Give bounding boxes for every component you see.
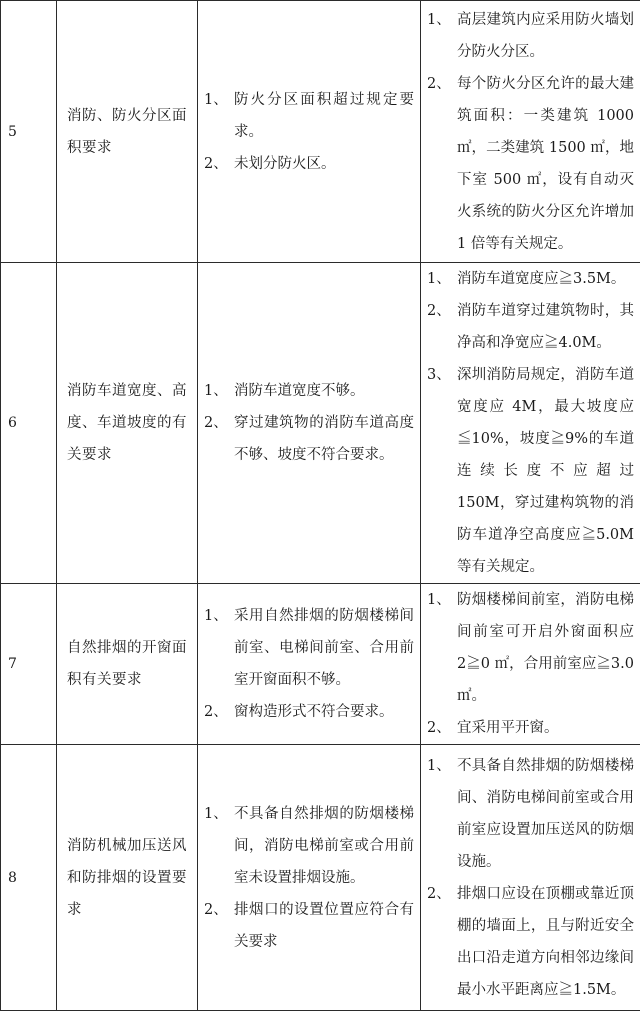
- inspection-item: 消防车道宽度、高度、车道坡度的有关要求: [57, 263, 198, 584]
- problem-item: [204, 696, 414, 728]
- row-number: 8: [1, 745, 57, 1011]
- item-text: 高层建筑内应采用防火墙划分防火分区。: [457, 4, 634, 68]
- table-row: [1, 584, 640, 745]
- table-row: [1, 263, 640, 584]
- requirement-item: [427, 584, 634, 712]
- item-number: 1、: [204, 798, 234, 894]
- item-text: 排烟口的设置位置应符合有关要求: [234, 894, 414, 958]
- item-text: 排烟口应设在顶棚或靠近顶棚的墙面上，且与附近安全出口沿走道方向相邻边缘间最小水平距离应≧1.5M。: [457, 878, 634, 1006]
- item-text: 防火分区面积超过规定要求。: [234, 84, 414, 148]
- requirement-item: [427, 359, 634, 583]
- item-number: 2、: [427, 878, 457, 1006]
- item-text: 消防车道宽度不够。: [234, 375, 414, 407]
- problem-item: [204, 407, 414, 471]
- row-number: 5: [1, 1, 57, 263]
- item-number: 2、: [204, 148, 234, 180]
- item-text: 不具备自然排烟的防烟楼梯间，消防电梯前室或合用前室未设置排烟设施。: [234, 798, 414, 894]
- item-text: 宜采用平开窗。: [457, 712, 634, 744]
- common-problems: [198, 584, 421, 745]
- requirement-item: [427, 4, 634, 68]
- item-number: 1、: [427, 4, 457, 68]
- item-number: 1、: [204, 84, 234, 148]
- code-requirements: [421, 263, 640, 584]
- code-requirements: [421, 584, 640, 745]
- problem-item: [204, 798, 414, 894]
- requirement-item: [427, 750, 634, 878]
- table-row: [1, 745, 640, 1011]
- item-text: 不具备自然排烟的防烟楼梯间、消防电梯间前室或合用前室应设置加压送风的防烟设施。: [457, 750, 634, 878]
- row-number: 6: [1, 263, 57, 584]
- item-number: 2、: [427, 295, 457, 359]
- requirement-item: [427, 263, 634, 295]
- item-number: 1、: [204, 600, 234, 696]
- requirement-item: [427, 68, 634, 260]
- item-text: 消防车道宽度应≧3.5M。: [457, 263, 634, 295]
- row-number: 7: [1, 584, 57, 745]
- item-text: 每个防火分区允许的最大建筑面积：一类建筑 1000 ㎡，二类建筑 1500 ㎡，地下室 500 ㎡，设有自动灭火系统的防火分区允许增加 1 倍等有关规定。: [457, 68, 634, 260]
- code-requirements: [421, 745, 640, 1011]
- problem-item: [204, 148, 414, 180]
- problem-item: [204, 84, 414, 148]
- problem-item: [204, 894, 414, 958]
- common-problems: [198, 745, 421, 1011]
- item-text: 深圳消防局规定，消防车道宽度应 4M，最大坡度应≦10%，坡度≧9%的车道连续长度不应超过 150M，穿过建构筑物的消防车道净空高度应≧5.0M 等有关规定。: [457, 359, 634, 583]
- item-number: 1、: [204, 375, 234, 407]
- inspection-item: 消防、防火分区面积要求: [57, 1, 198, 263]
- common-problems: [198, 1, 421, 263]
- code-requirements: [421, 1, 640, 263]
- item-number: 2、: [204, 407, 234, 471]
- requirement-item: [427, 878, 634, 1006]
- item-text: 窗构造形式不符合要求。: [234, 696, 414, 728]
- problem-item: [204, 600, 414, 696]
- item-text: 采用自然排烟的防烟楼梯间前室、电梯间前室、合用前室开窗面积不够。: [234, 600, 414, 696]
- item-number: 3、: [427, 359, 457, 583]
- item-number: 1、: [427, 263, 457, 295]
- item-text: 消防车道穿过建筑物时，其净高和净宽应≧4.0M。: [457, 295, 634, 359]
- item-text: 防烟楼梯间前室，消防电梯间前室可开启外窗面积应 2≧0 ㎡，合用前室应≧3.0 ㎡。: [457, 584, 634, 712]
- problem-item: [204, 375, 414, 407]
- item-text: 未划分防火区。: [234, 148, 414, 180]
- inspection-item: 消防机械加压送风和防排烟的设置要求: [57, 745, 198, 1011]
- item-number: 1、: [427, 584, 457, 712]
- item-number: 2、: [204, 894, 234, 958]
- item-number: 2、: [427, 68, 457, 260]
- table-row: [1, 1, 640, 263]
- item-number: 2、: [204, 696, 234, 728]
- item-number: 1、: [427, 750, 457, 878]
- inspection-item: 自然排烟的开窗面积有关要求: [57, 584, 198, 745]
- requirement-item: [427, 712, 634, 744]
- requirement-item: [427, 295, 634, 359]
- item-number: 2、: [427, 712, 457, 744]
- item-text: 穿过建筑物的消防车道高度不够、坡度不符合要求。: [234, 407, 414, 471]
- common-problems: [198, 263, 421, 584]
